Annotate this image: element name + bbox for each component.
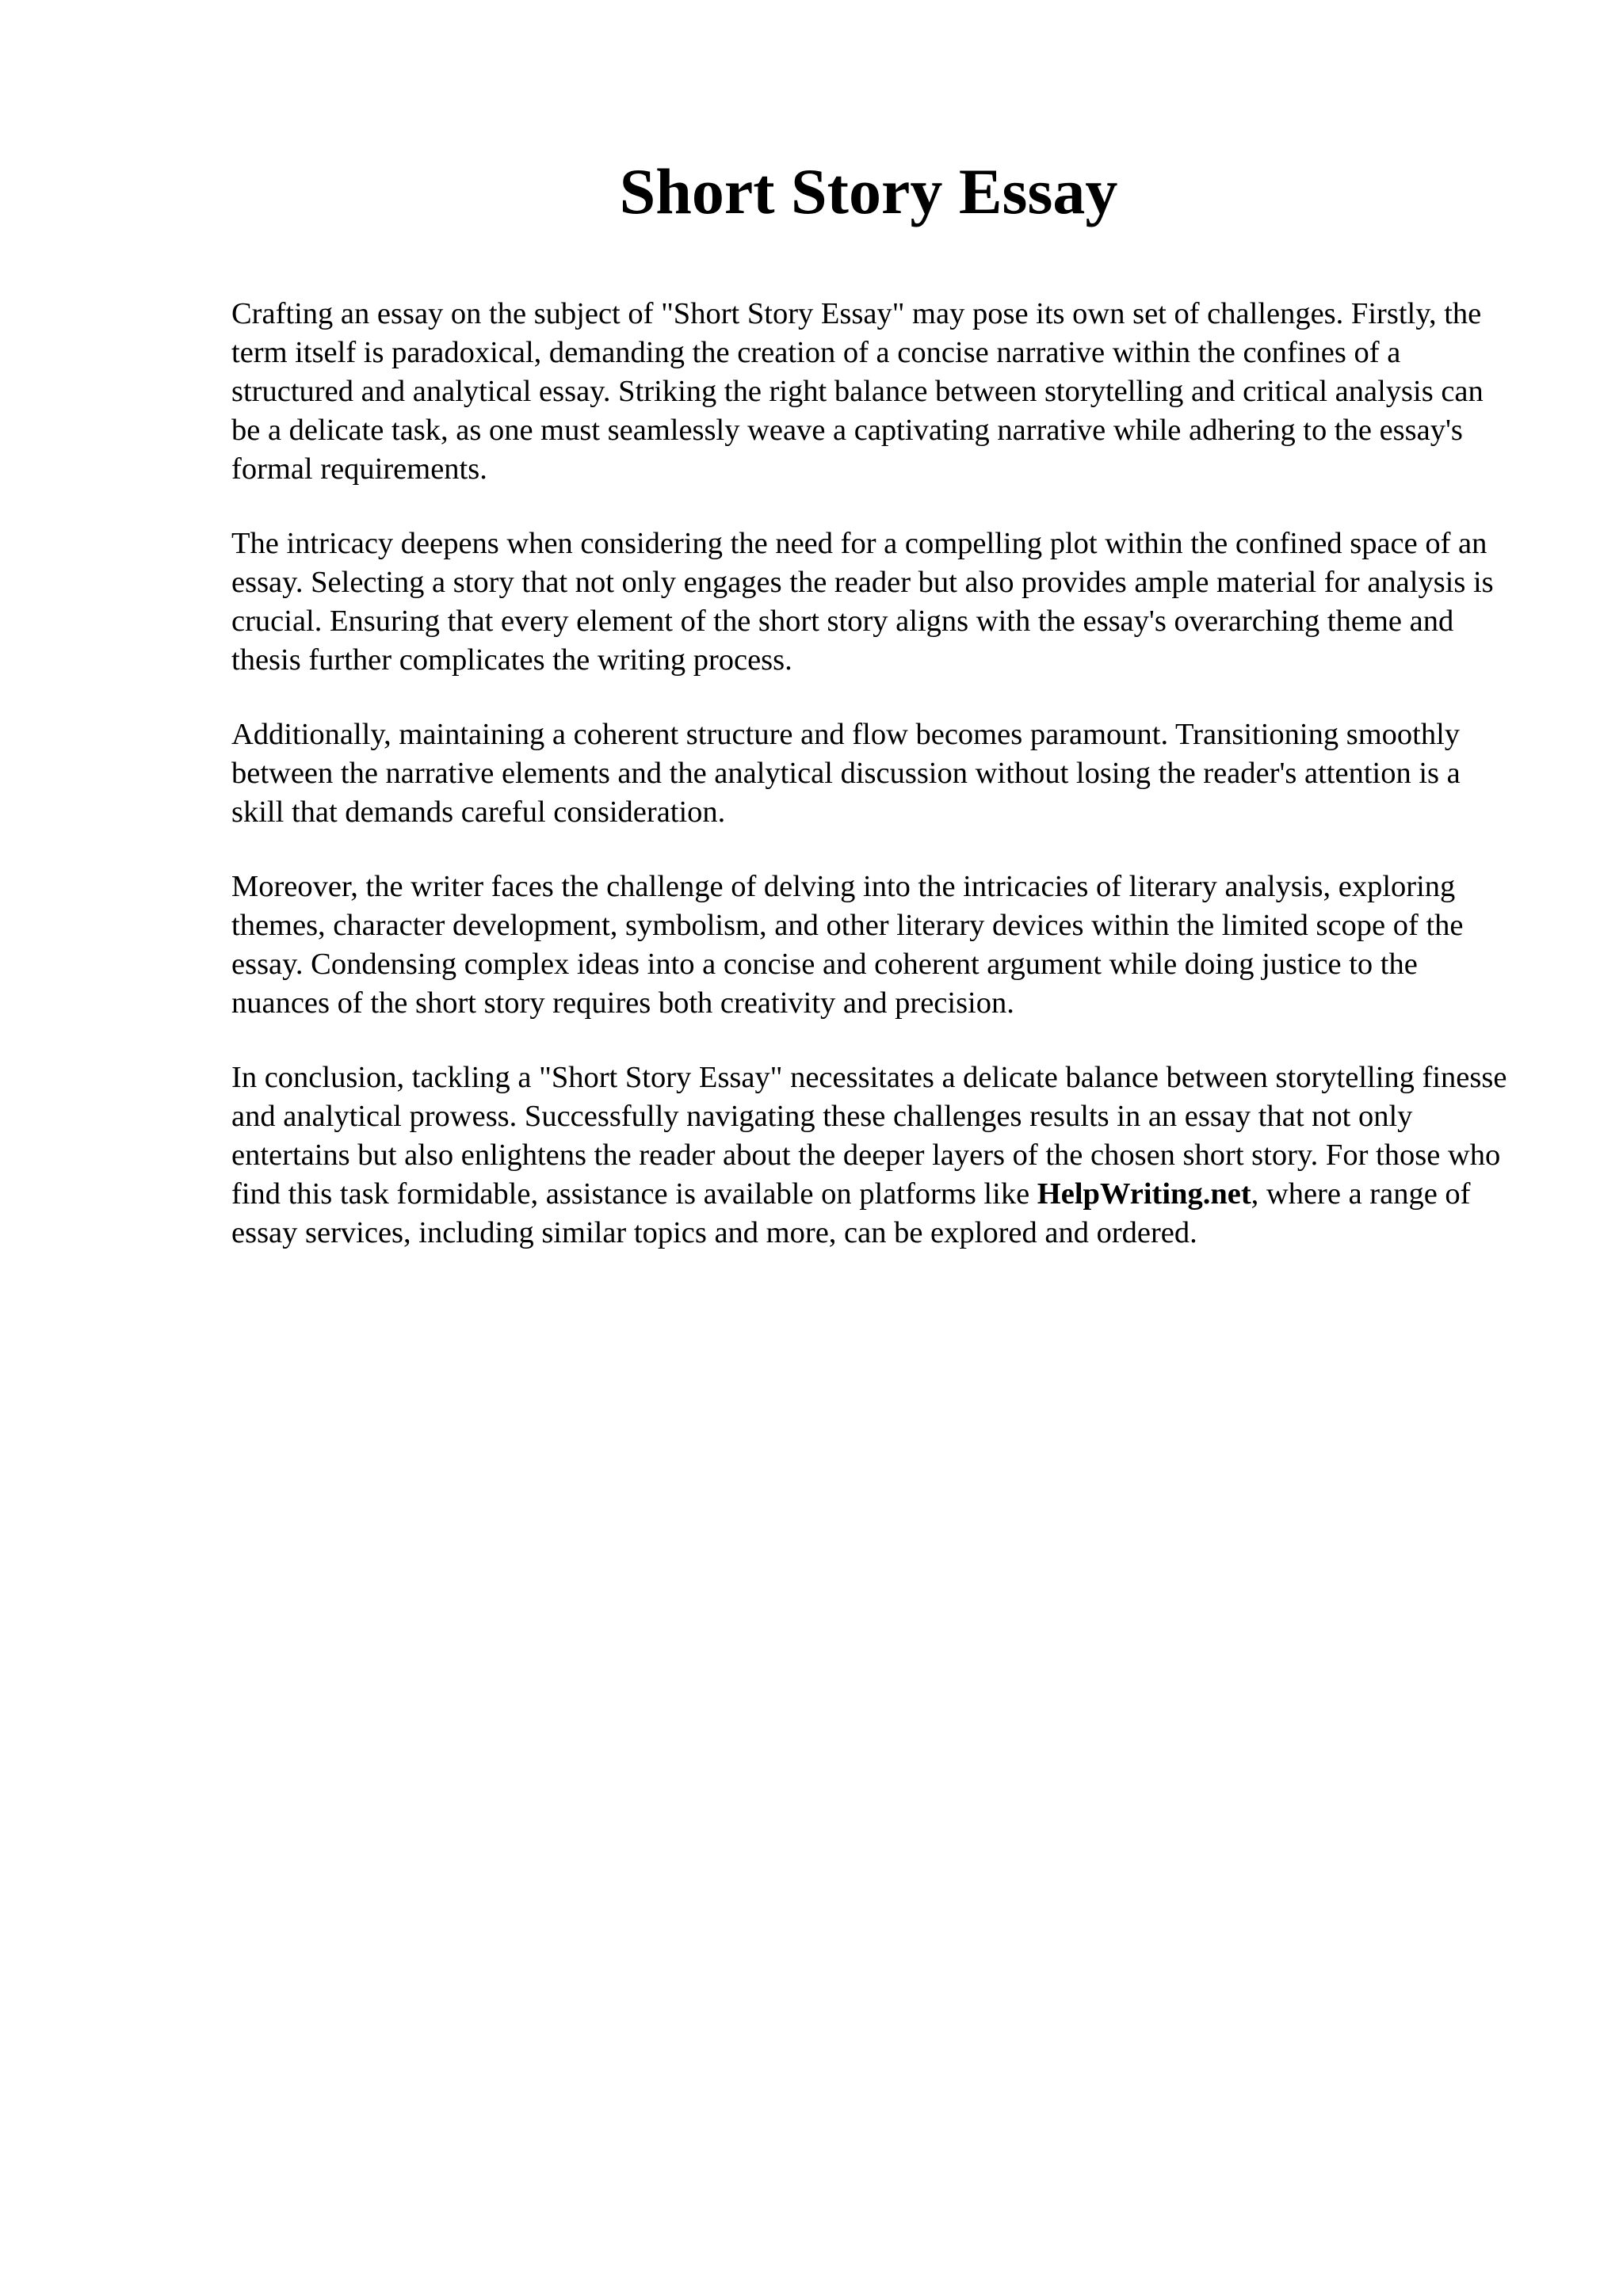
conclusion-text-start: In conclusion, tackling a "Short Story Essay" necessitates a delicate balance between storytelling finesse and analytical prowess. Successfully navigating these challenges results in an essay that not only entertains but also enlightens the reader about the deeper layers of the chosen short story. For those who find this task formidable, assistance is available on platforms like [231,1061,1507,1211]
paragraph-3: Additionally, maintaining a coherent structure and flow becomes paramount. Transitioning smoothly between the narrative elements and the analytical discussion without losing the reader's attention is a skill that demands careful consideration. [231,718,1461,829]
document-body [231,295,1515,1288]
paragraph-2: The intricacy deepens when considering the need for a compelling plot within the confined space of an essay. Selecting a story that not only engages the reader but also provides ample material for analysis is crucial. Ensuring that every element of the short story aligns with the essay's overarching theme and thesis further complicates the writing process. [231,527,1494,677]
paragraph-conclusion [231,1058,1515,1253]
paragraph-4: Moreover, the writer faces the challenge of delving into the intricacies of literary analysis, exploring themes, character development, symbolism, and other literary devices within the limited scope of the essay. Condensing complex ideas into a concise and coherent argument while doing justice to the nuances of the short story requires both creativity and precision. [231,870,1464,1020]
paragraph-1: Crafting an essay on the subject of "Short Story Essay" may pose its own set of challenges. Firstly, the term itself is paradoxical, demanding the creation of a concise narrative within the confines of a structured and analytical essay. Striking the right balance between storytelling and critical analysis can be a delicate task, as one must seamlessly weave a captivating narrative while adhering to the essay's formal requirements. [231,297,1484,486]
conclusion-text-end: , where a range of essay services, including similar topics and more, can be explored and ordered. [231,1177,1471,1249]
document-title: Short Story Essay [619,155,1118,227]
brand-name: HelpWriting.net [1037,1177,1251,1211]
